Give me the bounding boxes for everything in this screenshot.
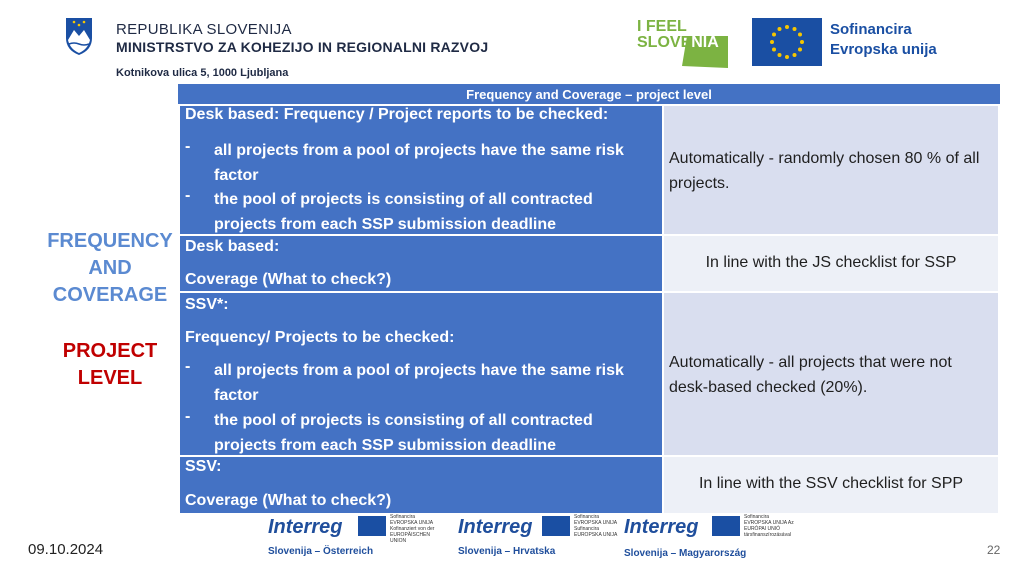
interreg-logo-hu: [624, 514, 804, 564]
ifeel-line2-b: NIA: [691, 34, 719, 51]
table-row-2-left: [180, 236, 662, 291]
bullet-dash: -: [185, 187, 191, 204]
side-label-project-level: [40, 338, 180, 392]
bullet-text: all projects from a pool of projects have the same risk factor: [214, 142, 624, 184]
eu-flag-icon: [358, 516, 386, 536]
table-heading: Frequency and Coverage – project level: [178, 84, 1000, 104]
row2-line2: Coverage (What to check?): [185, 271, 392, 288]
interreg-logo-at: [268, 514, 448, 564]
page-number: 22: [987, 543, 1001, 557]
side-line4: PROJECT: [62, 340, 158, 362]
bullet-text: all projects from a pool of projects have the same risk factor: [214, 362, 624, 404]
table-row-1-right: [664, 106, 998, 234]
row1-bullet-1: [185, 138, 655, 188]
bullet-text: the pool of projects is consisting of all contracted projects from each SSP submission deadline: [214, 191, 593, 233]
table-row-2-right: [664, 236, 998, 291]
slide-date: 09.10.2024: [28, 541, 104, 558]
ministry-line1: REPUBLIKA SLOVENIJA: [116, 21, 292, 38]
side-line3: COVERAGE: [52, 284, 168, 306]
program-name: Slovenija – Österreich: [268, 546, 374, 557]
cofunding-mini-text: Sofinancira EVROPSKA UNIJA Sufinancira EUROPSKA UNIJA: [574, 514, 618, 538]
ministry-line2: MINISTRSTVO ZA KOHEZIJO IN REGIONALNI RAZVOJ: [116, 39, 489, 55]
table-row-4-right: [664, 457, 998, 513]
cofunding-mini-text: Sofinancira EVROPSKA UNIJA Az EURÓPAI UNIÓ társfinanszírozásával: [744, 514, 794, 538]
table-row-3-left: [180, 293, 662, 455]
eu-flag-icon: [542, 516, 570, 536]
cofunding-mini-text: Sofinancira EVROPSKA UNIJA Kofinanziert von der EUROPÄISCHEN UNION: [390, 514, 435, 544]
eu-flag-icon: [752, 18, 822, 66]
bullet-dash: -: [185, 138, 191, 155]
table-row-1-left: [180, 106, 662, 234]
ifeel-line2-a: SLOVE: [637, 34, 692, 51]
bullet-dash: -: [185, 358, 191, 375]
interreg-logo-hr: [458, 514, 618, 564]
eu-flag-icon: [712, 516, 740, 536]
interreg-wordmark: Interreg: [624, 516, 699, 538]
ministry-address: Kotnikova ulica 5, 1000 Ljubljana: [116, 67, 289, 79]
frequency-coverage-table: [178, 84, 1000, 514]
program-name: Slovenija – Hrvatska: [458, 546, 556, 557]
row3-bullet-1: [185, 358, 655, 408]
interreg-wordmark: Interreg: [268, 516, 343, 538]
row3-bullet-2: [185, 408, 655, 458]
ifeel-line2: [637, 34, 719, 52]
row1-right-text: Automatically - randomly chosen 80 % of all projects.: [669, 150, 980, 192]
eu-cofunding-text: [830, 20, 937, 60]
row4-line2: Coverage (What to check?): [185, 492, 392, 509]
table-row-3-right: [664, 293, 998, 455]
row3-right-text: Automatically - all projects that were not desk-based checked (20%).: [669, 354, 952, 396]
ministry-logo: [62, 14, 489, 84]
side-line2: AND: [88, 257, 132, 279]
row2-right-text: In line with the JS checklist for SSP: [705, 254, 957, 271]
row1-bullet-2: [185, 187, 655, 237]
eu-line1: Sofinancira: [830, 21, 912, 38]
bullet-text: the pool of projects is consisting of all contracted projects from each SSP submission deadline: [214, 412, 593, 454]
program-name: Slovenija – Magyarország: [624, 548, 747, 559]
row3-line1: SSV*:: [185, 296, 229, 313]
row4-line1: SSV:: [185, 458, 222, 475]
eu-line2: Evropska unija: [830, 41, 937, 58]
row3-line2: Frequency/ Projects to be checked:: [185, 329, 455, 346]
ifeel-line1: I FEEL: [637, 18, 687, 35]
row4-right-text: In line with the SSV checklist for SPP: [698, 475, 964, 492]
side-label-frequency-coverage: [40, 228, 180, 309]
row2-line1: Desk based:: [185, 238, 280, 255]
coat-of-arms-icon: [64, 16, 94, 56]
i-feel-slovenia-logo: [632, 18, 732, 68]
row1-title: Desk based: Frequency / Project reports to be checked:: [185, 106, 609, 123]
table-row-4-left: [180, 457, 662, 513]
side-line5: LEVEL: [77, 367, 143, 389]
interreg-wordmark: Interreg: [458, 516, 533, 538]
bullet-dash: -: [185, 408, 191, 425]
side-line1: FREQUENCY: [47, 230, 173, 252]
